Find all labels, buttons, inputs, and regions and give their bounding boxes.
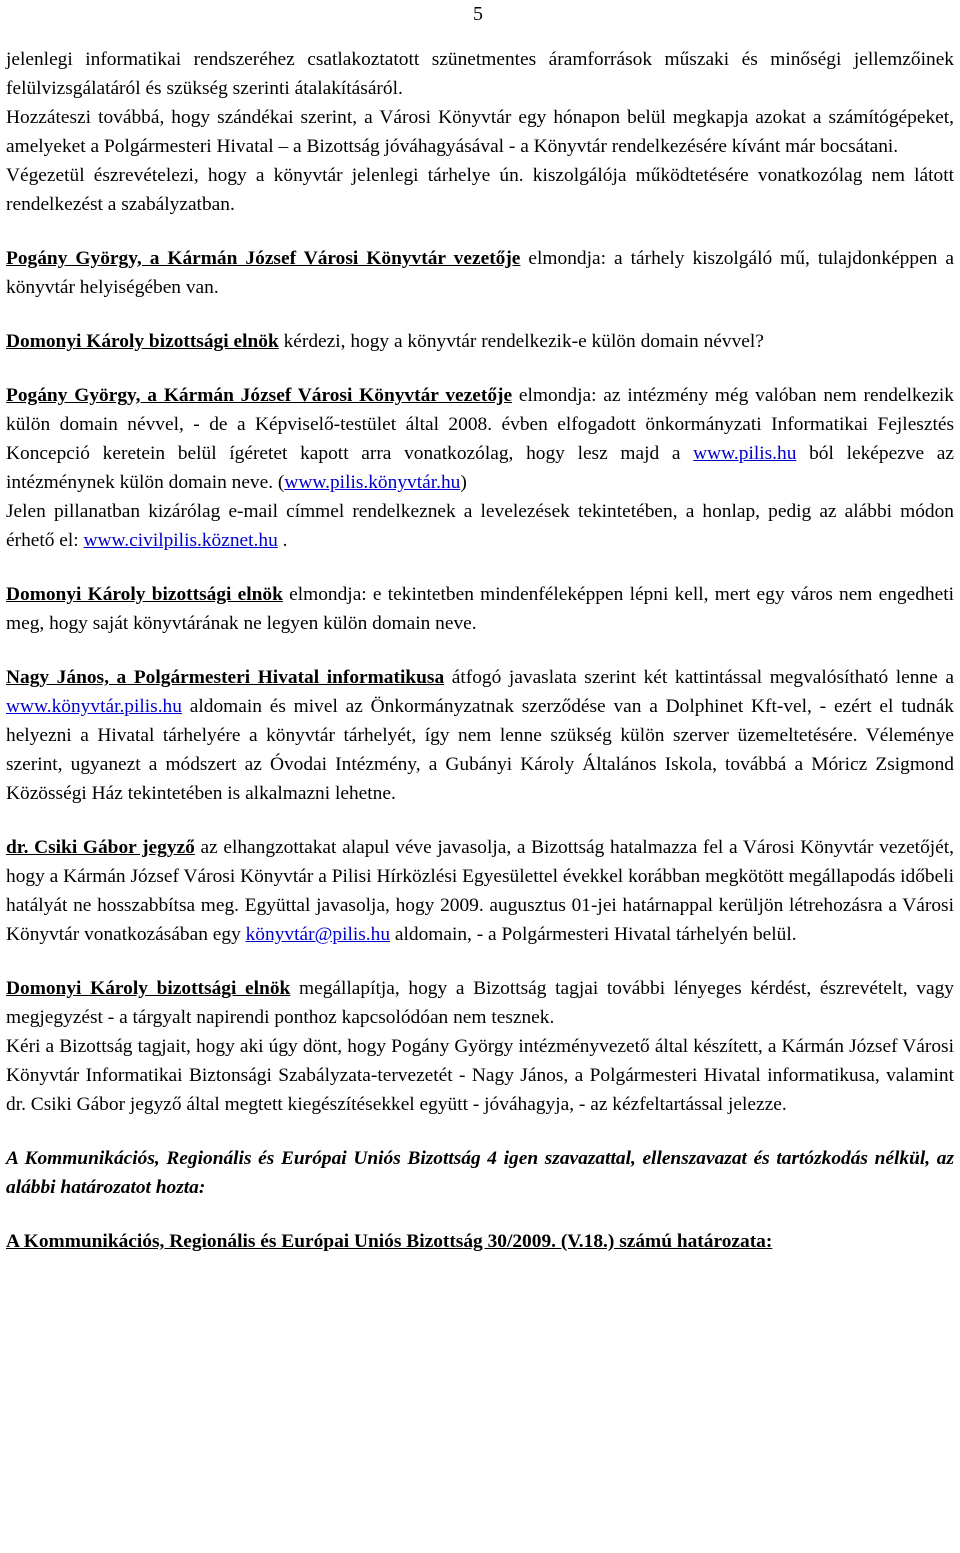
paragraph-domonyi-closing: [6, 974, 954, 1032]
link-konyvtar-email[interactable]: könyvtár@pilis.hu: [245, 924, 391, 945]
speaker-name: Nagy János, a Polgármesteri Hivatal informatikusa: [6, 667, 445, 688]
speaker-name: Pogány György, a Kármán József Városi Könyvtár vezetője: [6, 385, 513, 406]
speaker-name: dr. Csiki Gábor jegyző: [6, 837, 195, 858]
paragraph-text: aldomain és mivel az Önkormányzatnak szerződése van a Dolphinet Kft-vel, - ezért el tudnák helyezni a Hivatal tárhelyére a könyvtár tárhelyét, így nem lenne szükség külön szerver üzemeltetésére. Véleménye szerint, ugyanezt a módszert az Óvodai Intézmény, a Gubányi Károly Általános Iskola, továbbá a Móricz Zsigmond Közösségi Ház tekintetében is alkalmazni lehetne.: [6, 696, 954, 804]
link-konyvtar-pilis[interactable]: www.könyvtár.pilis.hu: [6, 696, 182, 717]
paragraph-text: aldomain, - a Polgármesteri Hivatal tárhelyén belül.: [390, 924, 797, 945]
paragraph-text: elmondja: e tekintetben mindenféleképpen lépni kell, mert egy város nem engedheti meg, hogy saját könyvtárának ne legyen külön domain neve.: [6, 584, 954, 634]
page-number: 5: [473, 3, 483, 25]
paragraph-text: az elhangzottakat alapul véve javasolja, a Bizottság hatalmazza fel a Városi Könyvtár vezetőjét, hogy a Kármán József Városi Könyvtár a Pilisi Hírközlési Egyesülettel évekkel korábban megkötött megállapodás időbeli hatályát ne hosszabbítsa meg. Együttal javasolja, hogy 2009. augusztus 01-jei határnappal kerüljön létrehozásra a Városi Könyvtár vonatkozásában egy: [6, 837, 954, 945]
paragraph-ups-review: [6, 45, 954, 103]
paragraph-text: Végezetül észrevételezi, hogy a könyvtár jelenlegi tárhelye ún. kiszolgálója működtetésére vonatkozólag nem látott rendelkezést a szabályzatban.: [6, 165, 954, 215]
paragraph-text: elmondja: a tárhely kiszolgáló mű, tulajdonképpen a könyvtár helyiségében van.: [6, 248, 954, 298]
paragraph-hosting-note: [6, 161, 954, 219]
paragraph-text: megállapítja, hogy a Bizottság tagjai további lényeges kérdést, észrevételt, vagy megjegyzést - a tárgyalt napirendi ponthoz kapcsolódóan nem tesznek.: [6, 978, 954, 1028]
resolution-heading: A Kommunikációs, Regionális és Európai Uniós Bizottság 30/2009. (V.18.) számú határozata:: [6, 1231, 773, 1252]
paragraph-domonyi-statement: [6, 580, 954, 638]
link-pilis[interactable]: www.pilis.hu: [693, 443, 797, 464]
link-civilpilis[interactable]: www.civilpilis.köznet.hu: [83, 530, 278, 551]
paragraph-computers: [6, 103, 954, 161]
paragraph-vote-request: [6, 1032, 954, 1119]
speaker-name: Domonyi Károly bizottsági elnök: [6, 331, 279, 352]
link-pilis-konyvtar[interactable]: www.pilis.könyvtár.hu: [284, 472, 461, 493]
paragraph-text: A Kommunikációs, Regionális és Európai Uniós Bizottság 4 igen szavazattal, ellenszavazat és tartózkodás nélkül, az alábbi határozatot hozta:: [6, 1148, 954, 1198]
paragraph-current-website: [6, 497, 954, 555]
paragraph-text: Jelen pillanatban kizárólag e-mail címmel rendelkeznek a levelezések tekintetében, a honlap, pedig az alábbi módon érhető el:: [6, 501, 954, 551]
paragraph-csiki-proposal: [6, 833, 954, 949]
paragraph-text: Hozzáteszi továbbá, hogy szándékai szerint, a Városi Könyvtár egy hónapon belül megkapja azokat a számítógépeket, amelyeket a Polgármesteri Hivatal – a Bizottság jóváhagyásával - a Könyvtár rendelkezésére kívánt már bocsátani.: [6, 107, 954, 157]
paragraph-text: .: [277, 530, 288, 551]
paragraph-text: jelenlegi informatikai rendszeréhez csatlakoztatott szünetmentes áramforrások műszaki és minőségi jellemzőinek felülvizsgálatáról és szükség szerinti átalakításáról.: [6, 49, 954, 99]
speaker-name: Domonyi Károly bizottsági elnök: [6, 584, 283, 605]
speaker-name: Pogány György, a Kármán József Városi Könyvtár vezetője: [6, 248, 521, 269]
paragraph-vote-result: [6, 1144, 954, 1202]
paragraph-text: ból leképezve az intézménynek külön domain neve. (: [6, 443, 954, 493]
paragraph-text: elmondja: az intézmény még valóban nem rendelkezik külön domain névvel, - de a Képviselő-testület által 2008. évben elfogadott önkormányzati Informatikai Fejlesztés Koncepció keretein belül ígéretet kapott arra vonatkozólag, hogy lesz majd a: [6, 385, 954, 464]
paragraph-text: Kéri a Bizottság tagjait, hogy aki úgy dönt, hogy Pogány György intézményvezető által készített, a Kármán József Városi Könyvtár Informatikai Biztonsági Szabályzata-tervezetét - Nagy János, a Polgármesteri Hivatal informatikusa, valamint dr. Csiki Gábor jegyző által megtett kiegészítésekkel együtt - jóváhagyja, - az kézfeltartással jelezze.: [6, 1036, 954, 1115]
paragraph-text: ): [460, 472, 467, 493]
paragraph-text: kérdezi, hogy a könyvtár rendelkezik-e külön domain névvel?: [278, 331, 764, 352]
paragraph-domonyi-question: [6, 327, 954, 356]
paragraph-text: átfogó javaslata szerint két kattintással megvalósítható lenne a: [444, 667, 954, 688]
paragraph-nagy-proposal: [6, 663, 954, 808]
document-body: [6, 45, 954, 1256]
speaker-name: Domonyi Károly bizottsági elnök: [6, 978, 291, 999]
paragraph-pogany-2: [6, 381, 954, 497]
paragraph-pogany-1: [6, 244, 954, 302]
resolution-title: [6, 1227, 954, 1256]
